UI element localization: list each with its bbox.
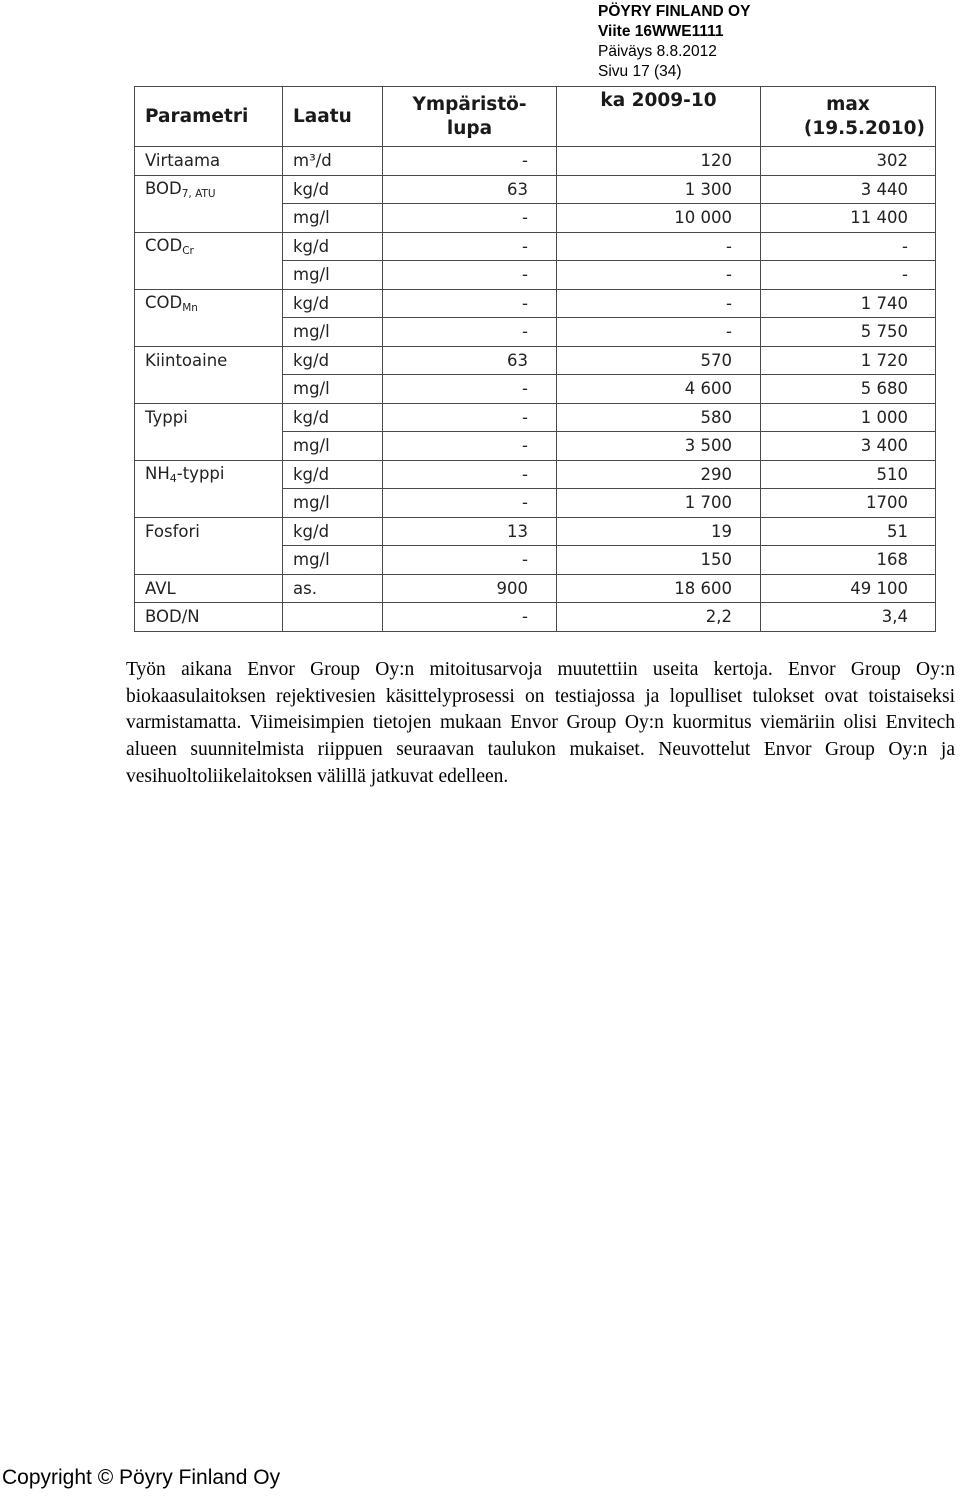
cell-unit: mg/l [283,546,383,575]
cell-average-value: 580 [557,403,761,432]
table-row [135,346,936,375]
cell-average-value: 4 600 [557,375,761,404]
cell-average-value: 2,2 [557,603,761,632]
header-ka: ka 2009-10 [557,87,761,147]
table-row [135,175,936,204]
cell-average-value: 19 [557,517,761,546]
cell-parameter [135,175,283,204]
cell-average-value: 570 [557,346,761,375]
body-paragraph: Työn aikana Envor Group Oy:n mitoitusarvoja muutettiin useita kertoja. Envor Group Oy:n biokaasulaitoksen rejektivesien käsittelyprosessi on testiajossa ja lopulliset tulokset ovat toistaiseksi varmistamatta. Viimeisimpien tietojen mukaan Envor Group Oy:n kuormitus viemäriin olisi Envitech alueen suunnitelmista riippuen seuraavan taulukon mukaiset. Neuvottelut Envor Group Oy:n ja vesihuoltoliikelaitoksen välillä jatkuvat edelleen. [126,659,955,787]
header-max-line1: max [826,93,870,115]
cell-permit-value: 63 [383,175,557,204]
cell-average-value: 150 [557,546,761,575]
cell-max-value: - [761,261,936,290]
cell-permit-value: - [383,318,557,347]
cell-max-value: 302 [761,147,936,176]
parameter-name: Kiintoaine [145,351,228,370]
cell-permit-value: - [383,432,557,461]
cell-unit: kg/d [283,175,383,204]
cell-permit-value: - [383,204,557,233]
parameter-name: COD [145,236,183,255]
cell-permit-value: - [383,232,557,261]
table-row [135,403,936,432]
parameter-subscript: Cr [182,245,194,257]
cell-max-value: 5 750 [761,318,936,347]
cell-parameter [135,375,283,404]
cell-average-value: 10 000 [557,204,761,233]
table-row [135,204,936,233]
parameter-name: AVL [145,578,176,598]
cell-permit-value: - [383,603,557,632]
cell-parameter [135,147,283,176]
page-number: Sivu 17 (34) [598,63,682,80]
table-row [135,432,936,461]
cell-average-value: 1 300 [557,175,761,204]
copyright-footer: Copyright © Pöyry Finland Oy [2,1466,281,1489]
table-row [135,460,936,489]
cell-permit-value: 13 [383,517,557,546]
cell-max-value: 1700 [761,489,936,518]
cell-average-value: 3 500 [557,432,761,461]
cell-max-value: 3 440 [761,175,936,204]
cell-unit: kg/d [283,232,383,261]
cell-parameter [135,460,283,489]
cell-parameter [135,432,283,461]
cell-average-value: 1 700 [557,489,761,518]
cell-max-value: - [761,232,936,261]
cell-unit: kg/d [283,517,383,546]
table-row [135,546,936,575]
cell-permit-value: - [383,261,557,290]
table-header-row [135,87,936,147]
cell-parameter [135,546,283,575]
table-row [135,318,936,347]
cell-unit: kg/d [283,403,383,432]
cell-average-value: 18 600 [557,574,761,603]
cell-parameter [135,403,283,432]
cell-average-value: - [557,232,761,261]
document-header [598,2,750,82]
cell-average-value: - [557,289,761,318]
cell-parameter [135,289,283,318]
cell-max-value: 51 [761,517,936,546]
cell-unit: mg/l [283,204,383,233]
table-row [135,232,936,261]
cell-parameter [135,574,283,603]
header-ymparistolupa [383,87,557,147]
table-row [135,289,936,318]
cell-max-value: 168 [761,546,936,575]
table-row [135,517,936,546]
cell-permit-value: - [383,375,557,404]
parameter-subscript: Mn [182,302,198,314]
load-parameters-table [134,86,936,632]
cell-parameter [135,232,283,261]
cell-unit: mg/l [283,318,383,347]
cell-max-value: 1 740 [761,289,936,318]
cell-max-value: 11 400 [761,204,936,233]
cell-max-value: 3,4 [761,603,936,632]
company-name: PÖYRY FINLAND OY [598,3,751,20]
cell-max-value: 1 720 [761,346,936,375]
cell-unit [283,603,383,632]
cell-parameter [135,346,283,375]
header-parametri: Parametri [135,87,283,147]
parameter-name: NH [145,464,170,483]
cell-permit-value: 900 [383,574,557,603]
table-body [135,147,936,632]
cell-permit-value: - [383,289,557,318]
header-laatu: Laatu [283,87,383,147]
reference-number: Viite 16WWE1111 [598,23,724,40]
table-row [135,489,936,518]
table-row [135,261,936,290]
cell-parameter [135,261,283,290]
header-max-line2: (19.5.2010) [803,117,925,139]
parameter-suffix: -typpi [176,464,225,483]
parameter-name: BOD/N [145,607,200,627]
cell-parameter [135,603,283,632]
cell-unit: mg/l [283,375,383,404]
header-max [761,87,936,147]
parameter-subscript: 4 [169,472,177,485]
cell-parameter [135,489,283,518]
cell-unit: as. [283,574,383,603]
cell-max-value: 49 100 [761,574,936,603]
parameter-name: COD [145,293,183,312]
table-row [135,375,936,404]
document-date: Päiväys 8.8.2012 [598,43,717,60]
header-lupa-line1: Ympäristö- [412,93,527,115]
cell-unit: kg/d [283,460,383,489]
cell-unit: mg/l [283,432,383,461]
table-row [135,574,936,603]
cell-parameter [135,517,283,546]
cell-unit: mg/l [283,261,383,290]
parameter-name: Fosfori [145,522,200,541]
header-lupa-line2: lupa [446,117,493,139]
cell-permit-value: - [383,460,557,489]
parameter-name: BOD [145,179,182,198]
cell-unit: kg/d [283,346,383,375]
parameter-subscript: 7, ATU [181,188,216,200]
cell-unit: mg/l [283,489,383,518]
cell-permit-value: - [383,489,557,518]
cell-average-value: - [557,318,761,347]
cell-permit-value: 63 [383,346,557,375]
cell-unit: kg/d [283,289,383,318]
cell-permit-value: - [383,546,557,575]
cell-permit-value: - [383,403,557,432]
cell-parameter [135,318,283,347]
cell-max-value: 510 [761,460,936,489]
parameter-name: Virtaama [145,151,221,171]
table-row [135,147,936,176]
parameter-name: Typpi [145,408,188,427]
cell-max-value: 3 400 [761,432,936,461]
cell-average-value: - [557,261,761,290]
cell-parameter [135,204,283,233]
cell-permit-value: - [383,147,557,176]
table-row [135,603,936,632]
cell-average-value: 120 [557,147,761,176]
cell-unit: m³/d [283,147,383,176]
cell-average-value: 290 [557,460,761,489]
cell-max-value: 1 000 [761,403,936,432]
cell-max-value: 5 680 [761,375,936,404]
